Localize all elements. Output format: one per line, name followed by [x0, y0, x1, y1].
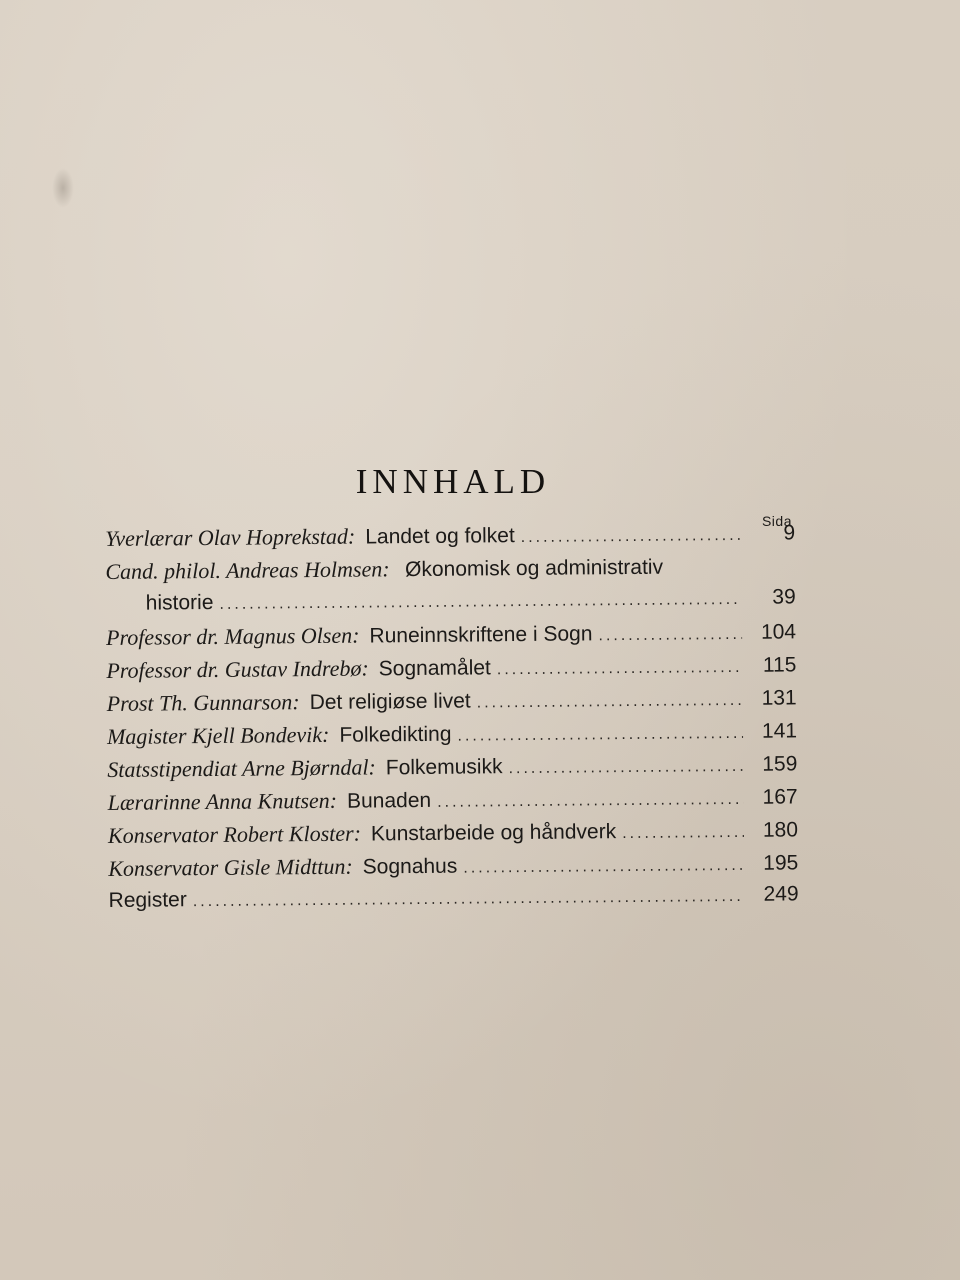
- toc-page-number: 159: [762, 752, 798, 776]
- toc-author: Konservator Gisle Midttun:: [108, 853, 353, 881]
- leader-dots: [463, 857, 744, 878]
- toc-author: Professor dr. Gustav Indrebø:: [106, 655, 369, 683]
- toc-title: Det religiøse livet: [309, 689, 471, 715]
- leader-dots: [219, 591, 741, 614]
- toc-author: Magister Kjell Bondevik:: [106, 721, 330, 749]
- toc-title: Folkemusikk: [385, 755, 503, 780]
- leader-dots: [508, 758, 743, 778]
- toc-title-continuation: historie: [145, 590, 214, 615]
- toc-author: Konservator Robert Kloster:: [107, 820, 362, 848]
- toc-page-number: 115: [762, 653, 797, 677]
- toc-page-number: 39: [772, 585, 796, 609]
- toc-entry-register: [108, 882, 798, 922]
- toc-title: Bunaden: [346, 788, 432, 813]
- leader-dots: [193, 888, 745, 911]
- toc-title: Sognahus: [362, 854, 458, 879]
- toc-page-number: 141: [761, 719, 798, 743]
- toc-title: Runeinnskriftene i Sogn: [369, 622, 593, 648]
- toc-page-number: 167: [762, 785, 798, 809]
- leader-dots: [622, 824, 744, 843]
- toc-author: Cand. philol. Andreas Holmsen:: [105, 556, 390, 584]
- toc-page-number: 9: [783, 521, 796, 545]
- toc-author: Statsstipendiat Arne Bjørndal:: [107, 754, 376, 782]
- toc-author: Yverlærar Olav Hoprekstad:: [105, 523, 356, 551]
- toc-title: Folkedikting: [339, 722, 452, 747]
- leader-dots: [521, 527, 742, 547]
- toc-title: Register: [108, 888, 187, 912]
- page-column-label: Sida: [761, 513, 792, 529]
- toc-title: Kunstarbeide og håndverk: [370, 820, 617, 846]
- toc-page-number: 180: [762, 818, 799, 842]
- toc-page-number: 195: [763, 851, 799, 875]
- toc-author: Professor dr. Magnus Olsen:: [105, 622, 360, 650]
- toc-page-number: 131: [761, 686, 797, 710]
- toc-author: Prost Th. Gunnarson:: [106, 689, 300, 716]
- leader-dots: [477, 692, 743, 713]
- toc-page-number: 104: [760, 620, 797, 644]
- toc-title: Landet og folket: [365, 524, 515, 549]
- leader-dots: [598, 626, 742, 645]
- toc-title: Økonomisk og administrativ: [404, 555, 664, 582]
- leader-dots: [457, 725, 743, 746]
- page-title: INNHALD: [355, 462, 551, 501]
- toc-title: Sognamålet: [378, 656, 491, 681]
- table-of-contents: [105, 519, 799, 922]
- toc-author: Lærarinne Anna Knutsen:: [107, 787, 338, 815]
- leader-dots: [437, 791, 744, 812]
- leader-dots: [497, 659, 743, 679]
- page-smudge: [52, 168, 74, 208]
- toc-page-number: 249: [763, 882, 799, 906]
